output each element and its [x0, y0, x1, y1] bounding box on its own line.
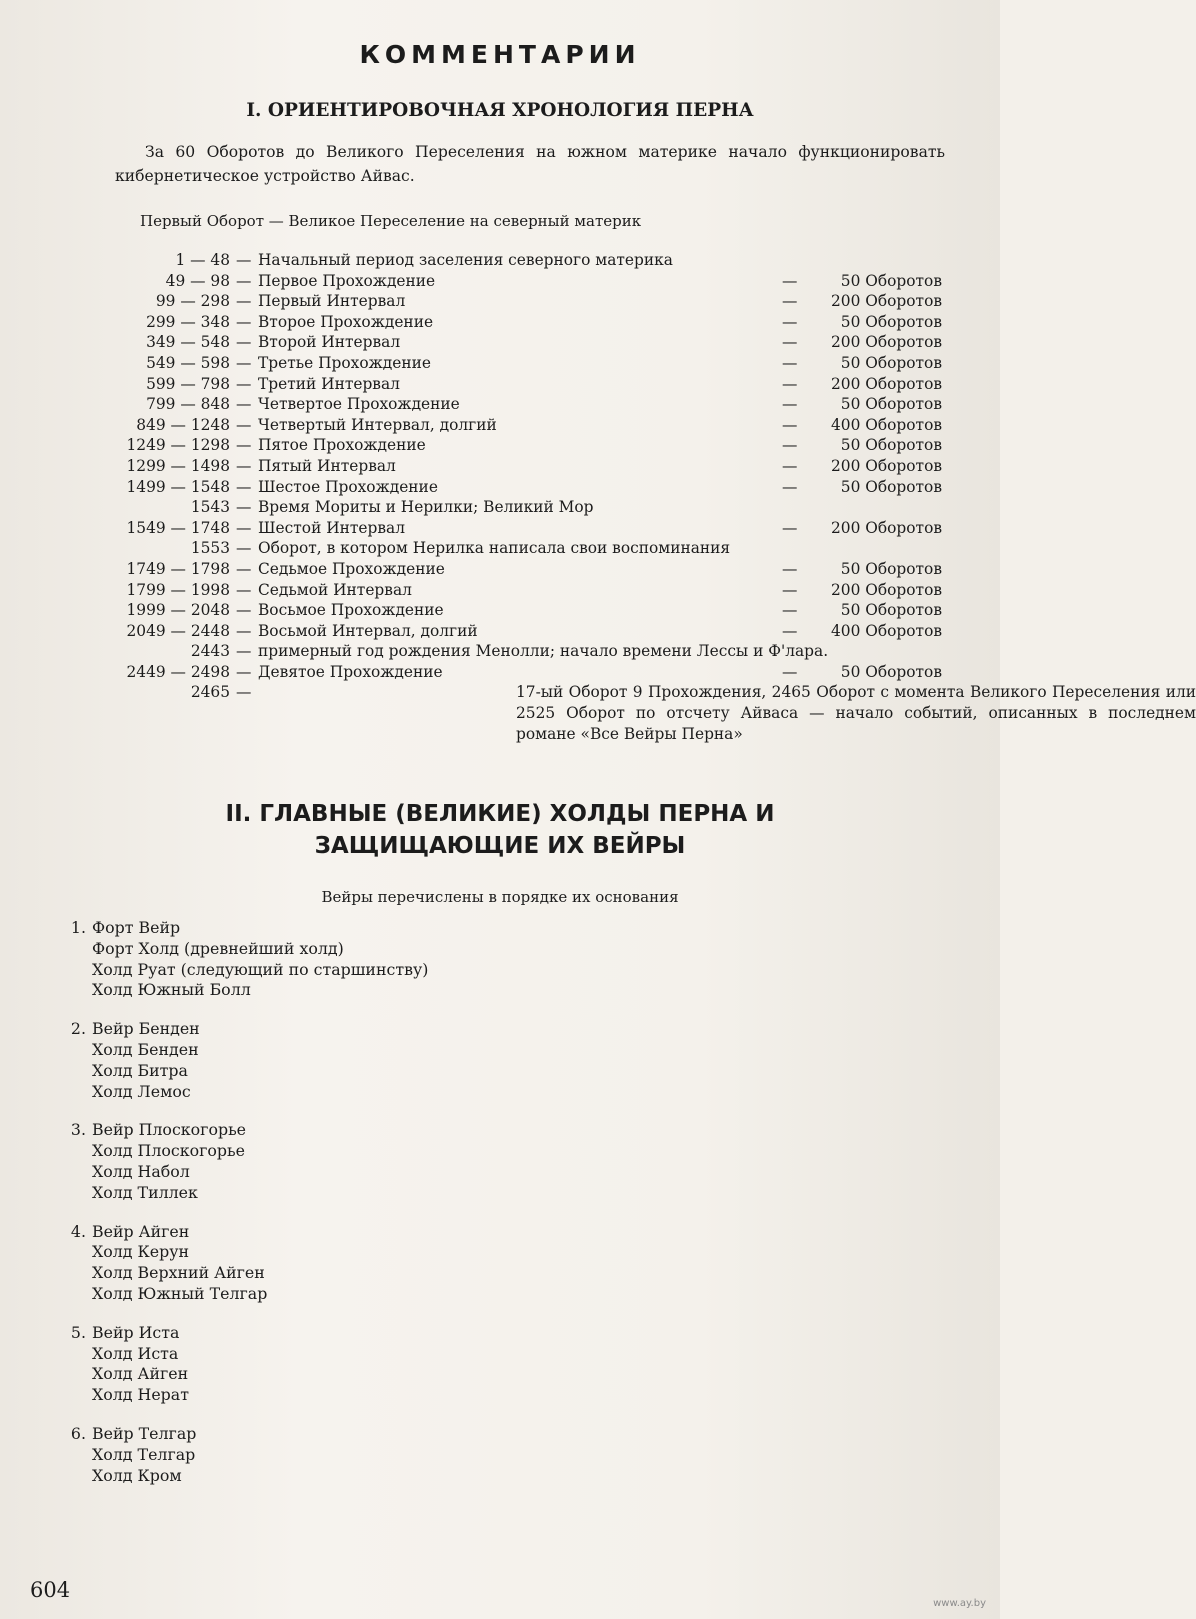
chronology-row	[0, 332, 1000, 353]
duration-value: 200 Оборотов	[831, 580, 942, 599]
duration-value: 50 Оборотов	[840, 477, 942, 496]
section2-title	[0, 798, 1000, 862]
chronology-row	[0, 641, 1000, 662]
chronology-row	[0, 374, 1000, 395]
duration-dash: —	[782, 312, 798, 331]
duration-dash: —	[782, 395, 798, 414]
chronology-event: Оборот, в котором Нерилка написала свои воспоминания	[258, 539, 731, 558]
chronology-dash: —	[236, 251, 252, 269]
hold-name: Холд Нерат	[92, 1385, 189, 1405]
weyr-line	[60, 1323, 660, 1344]
duration-dash: —	[782, 333, 798, 352]
duration-value: 400 Оборотов	[831, 621, 942, 640]
weyr-line	[60, 1019, 660, 1040]
weyr-entry	[60, 1222, 660, 1305]
chronology-event: Начальный период заселения северного материка	[258, 251, 673, 269]
chronology-dash: —	[236, 456, 252, 475]
chronology-years: 1299 — 1498	[126, 456, 230, 475]
chronology-event: Второй Интервал	[258, 333, 401, 352]
chronology-years: 1799 — 1998	[126, 580, 230, 599]
duration-value: 200 Оборотов	[831, 374, 942, 393]
chronology-dash: —	[236, 292, 252, 311]
chronology-event: Седьмое Прохождение	[258, 559, 445, 578]
weyr-name: Вейр Телгар	[92, 1423, 197, 1443]
chronology-event: 17-ый Оборот 9 Прохождения, 2465 Оборот с момента Великого Переселения или 2525 Оборот по отсчету Айваса — начало событий, описанных в последнем романе «Все Вейры Перна»	[516, 683, 1196, 743]
hold-name: Холд Битра	[92, 1060, 188, 1080]
hold-name: Холд Южный Болл	[92, 980, 251, 1000]
chronology-dash: —	[236, 580, 252, 599]
chronology-event: Время Мориты и Нерилки; Великий Мор	[258, 498, 594, 517]
chronology-years: 49 — 98	[165, 271, 230, 290]
chronology-row	[0, 271, 1000, 292]
chronology-row	[0, 435, 1000, 456]
duration-dash: —	[782, 456, 798, 475]
chronology-dash: —	[236, 333, 252, 352]
weyr-line	[60, 1424, 660, 1445]
chronology-dash: —	[236, 642, 252, 661]
duration-value: 200 Оборотов	[831, 333, 942, 352]
hold-name: Холд Руат (следующий по старшинству)	[92, 959, 429, 979]
duration-value: 50 Оборотов	[840, 353, 942, 372]
intro-paragraph: За 60 Оборотов до Великого Переселения на южном материке начало функционировать кибернетическое устройство Айвас.	[115, 143, 945, 185]
duration-value: 200 Оборотов	[831, 292, 942, 311]
chronology-dash: —	[236, 601, 252, 620]
chronology-years: 599 — 798	[146, 374, 230, 393]
weyr-entry	[60, 1120, 660, 1203]
chronology-event: Седьмой Интервал	[258, 580, 412, 599]
chronology-years: 1549 — 1748	[126, 518, 230, 537]
chronology-row	[0, 518, 1000, 539]
watermark: www.ay.by	[933, 1598, 986, 1609]
chronology-years: 2049 — 2448	[126, 621, 230, 640]
chronology-event: Четвертый Интервал, долгий	[258, 415, 497, 434]
chronology-row	[0, 291, 1000, 312]
chronology-event: Четвертое Прохождение	[258, 395, 460, 414]
chronology-years: 1749 — 1798	[126, 559, 230, 578]
duration-dash: —	[782, 580, 798, 599]
weyr-entry	[60, 1323, 660, 1406]
chronology-event: Шестой Интервал	[258, 518, 405, 537]
duration-dash: —	[782, 621, 798, 640]
chronology-years: 1249 — 1298	[126, 436, 230, 455]
chronology-years: 2449 — 2498	[126, 662, 230, 681]
chronology-years: 1999 — 2048	[126, 601, 230, 620]
chronology-dash: —	[236, 662, 252, 681]
chronology-years: 2443	[190, 642, 230, 661]
duration-dash: —	[782, 477, 798, 496]
hold-name: Холд Иста	[92, 1343, 179, 1363]
weyr-number: 3.	[70, 1120, 86, 1140]
chronology-event: Третье Прохождение	[258, 353, 431, 372]
hold-name: Форт Холд (древнейший холд)	[92, 938, 344, 958]
chronology-row	[0, 394, 1000, 415]
hold-name: Холд Айген	[92, 1364, 189, 1384]
chronology-event: Пятое Прохождение	[258, 436, 426, 455]
chronology-event: Первый Интервал	[258, 292, 406, 311]
duration-value: 50 Оборотов	[840, 662, 942, 681]
section2-title-line2: ЗАЩИЩАЮЩИЕ ИХ ВЕЙРЫ	[314, 833, 686, 859]
weyr-number: 2.	[70, 1019, 86, 1039]
chronology-dash: —	[236, 395, 252, 414]
duration-dash: —	[782, 292, 798, 311]
chronology-event: примерный год рождения Менолли; начало времени Лессы и Ф'лара.	[258, 642, 829, 661]
weyr-line	[60, 1222, 660, 1243]
weyr-line	[60, 918, 660, 939]
chronology-years: 1 — 48	[175, 251, 230, 269]
hold-name: Холд Кром	[92, 1465, 182, 1485]
chronology-dash: —	[236, 271, 252, 290]
chronology-years: 2465	[190, 683, 230, 702]
duration-value: 200 Оборотов	[831, 456, 942, 475]
duration-dash: —	[782, 374, 798, 393]
chronology-years: 799 — 848	[146, 395, 230, 414]
weyr-line	[60, 1120, 660, 1141]
weyr-number: 6.	[70, 1423, 86, 1443]
weyr-name: Вейр Иста	[92, 1322, 180, 1342]
chronology-years: 1543	[190, 498, 230, 517]
weyr-number: 1.	[70, 918, 86, 937]
weyr-number: 4.	[70, 1221, 86, 1241]
chronology-event: Второе Прохождение	[258, 312, 434, 331]
chronology-dash: —	[236, 353, 252, 372]
chronology-row	[0, 312, 1000, 333]
weyr-order-note: Вейры перечислены в порядке их основания	[321, 888, 679, 906]
hold-name: Холд Лемос	[92, 1081, 191, 1101]
chronology-dash: —	[236, 559, 252, 578]
chronology-years: 1499 — 1548	[126, 477, 230, 496]
weyr-list	[60, 918, 660, 1504]
weyr-entry	[60, 1019, 660, 1102]
weyr-number: 5.	[70, 1322, 86, 1342]
weyr-name: Форт Вейр	[92, 918, 181, 937]
page-title: КОММЕНТАРИИ	[359, 40, 641, 69]
hold-name: Холд Телгар	[92, 1444, 196, 1464]
chronology-event: Восьмой Интервал, долгий	[258, 621, 478, 640]
hold-name: Холд Плоскогорье	[92, 1141, 245, 1161]
chronology-row	[0, 600, 1000, 621]
chronology-row	[0, 497, 1000, 518]
chronology-dash: —	[236, 518, 252, 537]
chronology-event: Восьмое Прохождение	[258, 601, 444, 620]
page-number: 604	[30, 1578, 71, 1602]
chronology-row	[0, 353, 1000, 374]
chronology-dash: —	[236, 621, 252, 640]
duration-dash: —	[782, 415, 798, 434]
chronology-row	[0, 662, 1000, 683]
chronology-event: Девятое Прохождение	[258, 662, 443, 681]
duration-dash: —	[782, 601, 798, 620]
chronology-dash: —	[236, 374, 252, 393]
chronology-years: 99 — 298	[155, 292, 230, 311]
chronology-years: 1553	[190, 539, 230, 558]
duration-dash: —	[782, 559, 798, 578]
chronology-subheading: Первый Оборот — Великое Переселение на северный материк	[140, 212, 642, 230]
chronology-event: Шестое Прохождение	[258, 477, 438, 496]
duration-dash: —	[782, 662, 798, 681]
chronology-years: 849 — 1248	[136, 415, 230, 434]
duration-value: 50 Оборотов	[840, 395, 942, 414]
chronology-dash: —	[236, 415, 252, 434]
hold-name: Холд Южный Телгар	[92, 1283, 268, 1303]
duration-dash: —	[782, 353, 798, 372]
chronology-years: 299 — 348	[146, 312, 230, 331]
duration-value: 200 Оборотов	[831, 518, 942, 537]
duration-dash: —	[782, 271, 798, 290]
chronology-years: 549 — 598	[146, 353, 230, 372]
duration-value: 400 Оборотов	[831, 415, 942, 434]
weyr-name: Вейр Бенден	[92, 1019, 200, 1039]
weyr-entry	[60, 1424, 660, 1486]
hold-name: Холд Верхний Айген	[92, 1263, 265, 1283]
duration-dash: —	[782, 436, 798, 455]
hold-name: Холд Набол	[92, 1161, 190, 1181]
chronology-dash: —	[236, 312, 252, 331]
chronology-dash: —	[236, 539, 252, 558]
chronology-row	[0, 415, 1000, 436]
chronology-dash: —	[236, 683, 252, 702]
duration-value: 50 Оборотов	[840, 559, 942, 578]
weyr-entry	[60, 918, 660, 1001]
duration-dash: —	[782, 518, 798, 537]
chronology-row	[0, 456, 1000, 477]
duration-value: 50 Оборотов	[840, 271, 942, 290]
chronology-row	[0, 682, 1196, 744]
chronology-row	[0, 559, 1000, 580]
chronology-years: 349 — 548	[146, 333, 230, 352]
chronology-row	[0, 621, 1000, 642]
chronology-event: Третий Интервал	[258, 374, 400, 393]
weyr-name: Вейр Айген	[92, 1221, 190, 1241]
hold-name: Холд Бенден	[92, 1039, 199, 1059]
chronology-row	[0, 250, 1000, 271]
duration-value: 50 Оборотов	[840, 312, 942, 331]
duration-value: 50 Оборотов	[840, 601, 942, 620]
chronology-table	[0, 250, 1196, 744]
chronology-row	[0, 538, 1000, 559]
chronology-row	[0, 580, 1000, 601]
chronology-event: Первое Прохождение	[258, 271, 436, 290]
chronology-dash: —	[236, 498, 252, 517]
duration-value: 50 Оборотов	[840, 436, 942, 455]
weyr-name: Вейр Плоскогорье	[92, 1120, 247, 1140]
section1-title: I. ОРИЕНТИРОВОЧНАЯ ХРОНОЛОГИЯ ПЕРНА	[246, 100, 754, 121]
chronology-dash: —	[236, 436, 252, 455]
chronology-dash: —	[236, 477, 252, 496]
hold-name: Холд Тиллек	[92, 1182, 198, 1202]
hold-name: Холд Керун	[92, 1242, 190, 1262]
chronology-row	[0, 477, 1000, 498]
section2-title-line1: II. ГЛАВНЫЕ (ВЕЛИКИЕ) ХОЛДЫ ПЕРНА И	[225, 801, 775, 827]
chronology-event: Пятый Интервал	[258, 456, 396, 475]
